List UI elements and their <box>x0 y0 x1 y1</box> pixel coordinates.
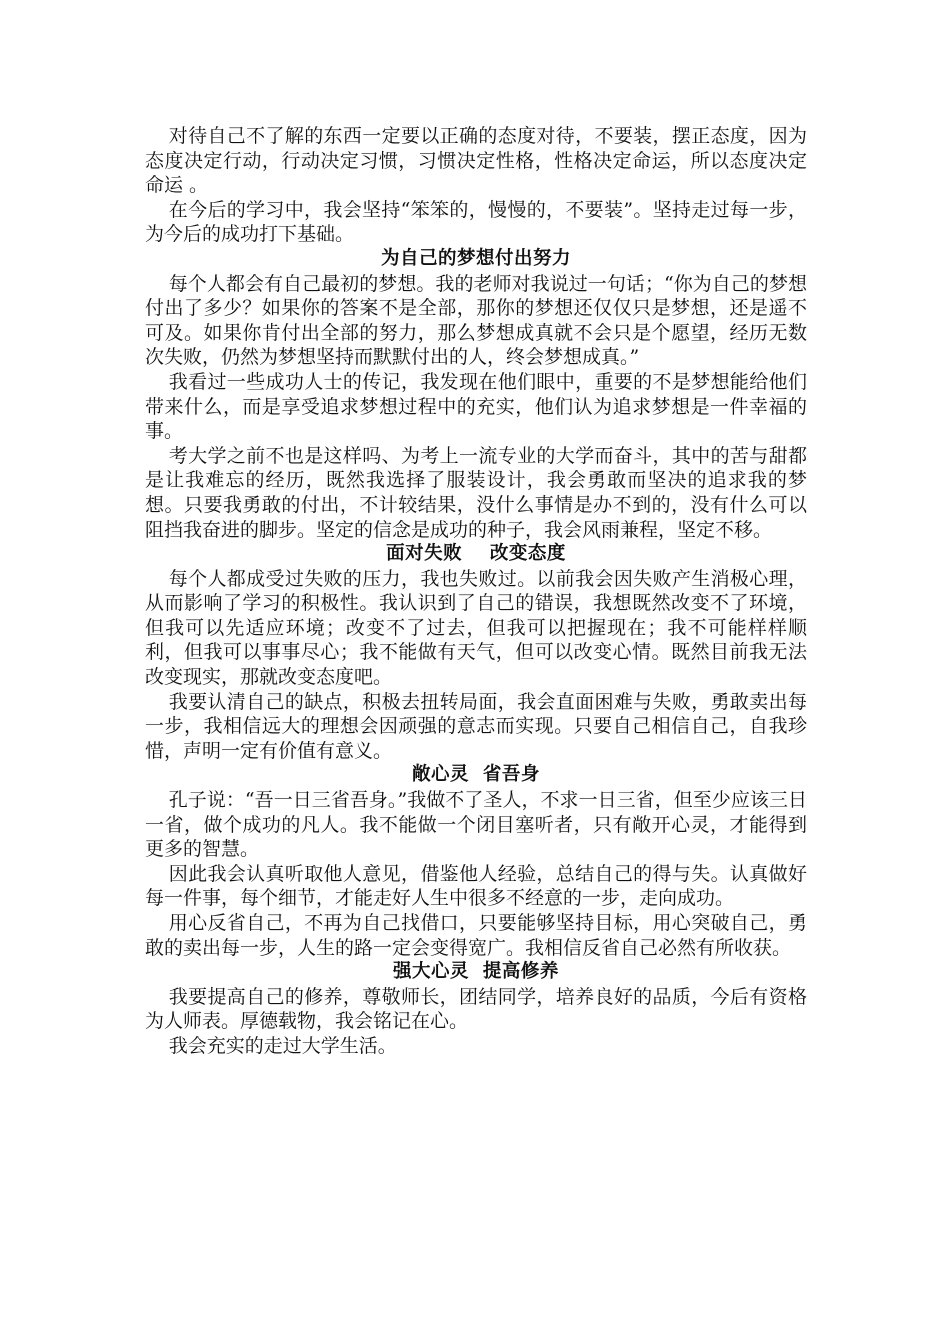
section-heading: 敞心灵 省吾身 <box>412 764 540 786</box>
section-heading: 为自己的梦想付出努力 <box>380 247 571 269</box>
paragraph: 因此我会认真听取他人意见，借鉴他人经验，总结自己的得与失。认真做好每一件事，每个细节，才能走好人生中很多不经意的一步，走向成功。 <box>145 862 807 910</box>
paragraph: 考大学之前不也是这样吗、为考上一流专业的大学而奋斗，其中的苦与甜都是让我难忘的经历，既然我选择了服装设计，我会勇敢而坚决的追求我的梦想。只要我勇敢的付出，不计较结果，没什么事情是办不到的，没有什么可以阻挡我奋进的脚步。坚定的信念是成功的种子，我会风雨兼程，坚定不移。 <box>145 444 807 541</box>
paragraph: 在今后的学习中，我会坚持“笨笨的，慢慢的，不要装”。坚持走过每一步，为今后的成功打下基础。 <box>145 198 807 246</box>
document-body <box>145 124 807 1059</box>
paragraph: 我要认清自己的缺点，积极去扭转局面，我会直面困难与失败，勇敢卖出每一步，我相信远大的理想会因顽强的意志而实现。只要自己相信自己，自我珍惜，声明一定有价值有意义。 <box>145 690 807 762</box>
paragraph: 每个人都会有自己最初的梦想。我的老师对我说过一句话；“你为自己的梦想付出了多少？如果你的答案不是全部，那你的梦想还仅仅只是梦想，还是遥不可及。如果你肯付出全部的努力，那么梦想成真就不会只是个愿望，经历无数次失败，仍然为梦想坚持而默默付出的人，终会梦想成真。” <box>145 272 807 369</box>
paragraph: 每个人都成受过失败的压力，我也失败过。以前我会因失败产生消极心理，从而影响了学习的积极性。我认识到了自己的错误，我想既然改变不了环境，但我可以先适应环境；改变不了过去，但我可以把握现在；我不可能样样顺利，但我可以事事尽心；我不能做有天气，但可以改变心情。既然目前我无法改变现实，那就改变态度吧。 <box>145 567 807 689</box>
paragraph: 对待自己不了解的东西一定要以正确的态度对待，不要装，摆正态度，因为态度决定行动，行动决定习惯，习惯决定性格，性格决定命运，所以态度决定命运 。 <box>145 125 807 197</box>
paragraph: 我看过一些成功人士的传记，我发现在他们眼中，重要的不是梦想能给他们带来什么，而是享受追求梦想过程中的充实，他们认为追求梦想是一件幸福的事。 <box>145 370 807 443</box>
paragraph: 用心反省自己，不再为自己找借口，只要能够坚持目标，用心突破自己，勇敢的卖出每一步，人生的路一定会变得宽广。我相信反省自己必然有所收获。 <box>145 912 807 959</box>
paragraph: 我要提高自己的修养，尊敬师长，团结同学，培养良好的品质，今后有资格为人师表。厚德载物，我会铭记在心。 <box>145 985 807 1033</box>
section-heading: 面对失败 改变态度 <box>386 543 566 565</box>
paragraph: 孔子说：“吾一日三省吾身。”我做不了圣人，不求一日三省，但至少应该三日一省，做个成功的凡人。我不能做一个闭目塞听者，只有敞开心灵，才能得到更多的智慧。 <box>145 789 807 861</box>
section-heading: 强大心灵 提高修养 <box>393 961 559 983</box>
paragraph: 我会充实的走过大学生活。 <box>168 1034 397 1057</box>
